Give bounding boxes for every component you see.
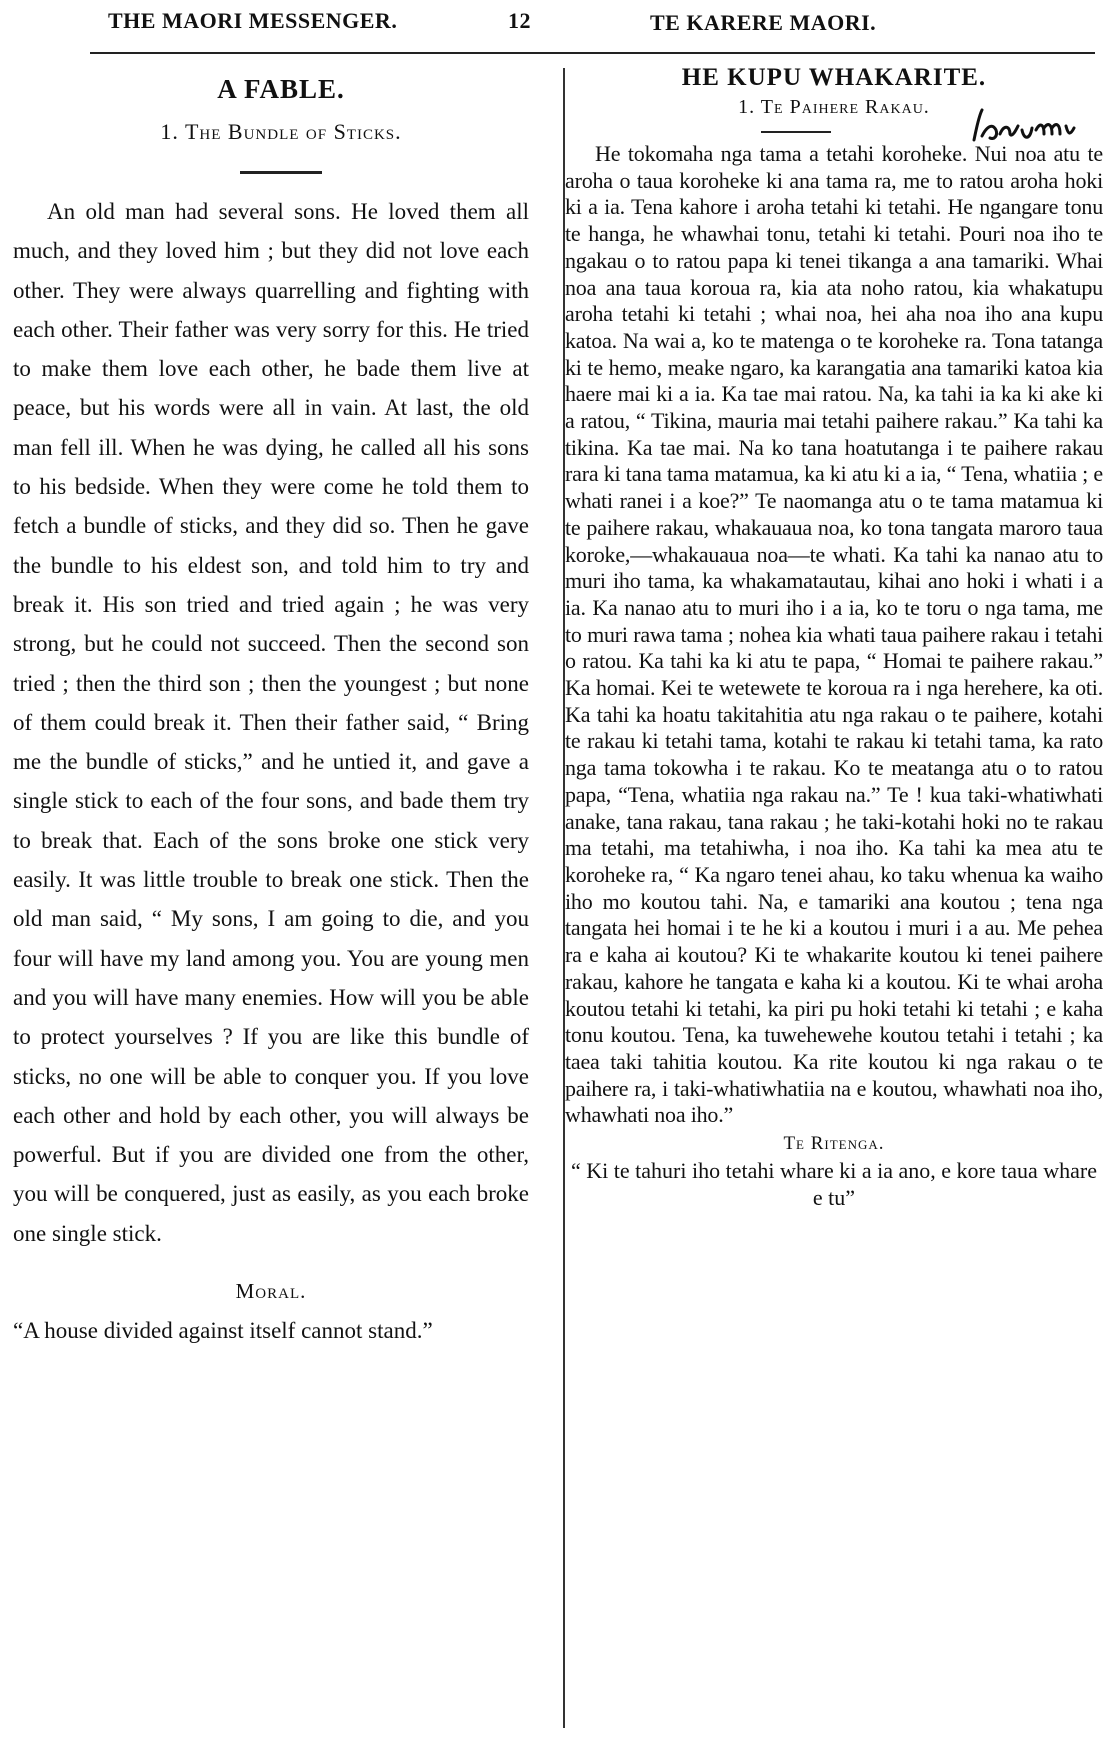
masthead	[90, 6, 1090, 38]
english-column	[13, 60, 549, 1348]
title-rule	[240, 171, 322, 174]
kupu-subtitle: 1. Te Paihere Rakau.	[738, 96, 930, 118]
fable-body: An old man had several sons. He loved them all much, and they loved him ; but they did not love each other. They were always quarrelling and fighting with each other. Their father was very sorry for this. He tried to make them love each other, he bade them live at peace, but his words were all in vain. At last, the old man fell ill. When he was dying, he called all his sons to his bedside. When they were come he told them to fetch a bundle of sticks, and they did so. Then he gave the bundle to his eldest son, and told him to try and break it. His son tried and tried again ; he was very strong, but he could not succeed. Then the second son tried ; then the third son ; then the youngest ; but none of them could break it. Then their father said, “ Bring me the bundle of sticks,” and he untied it, and gave a single stick to each of the four sons, and bade them try to break that. Each of the sons broke one stick very easily. It was little trouble to break one stick. Then the old man said, “ My sons, I am going to die, and you four will have my land among you. You are young men and you will have many enemies. How will you be able to protect yourselves ? If you are like this bundle of sticks, no one will be able to conquer you. If you love each other and hold by each other, you will always be powerful. But if you are divided one from the other, you will be conquered, just as easily, as you each broke one single stick.	[13, 199, 529, 1246]
handwritten-annotation	[970, 100, 1114, 160]
masthead-title-english: THE MAORI MESSENGER.	[108, 8, 398, 33]
page-number: 12	[508, 8, 531, 33]
ritenga-heading: Te Ritenga.	[783, 1133, 885, 1155]
moral-text: “A house divided against itself cannot stand.”	[13, 1318, 433, 1344]
masthead-title-maori: TE KARERE MAORI.	[650, 10, 877, 35]
kupu-body: He tokomaha nga tama a tetahi koroheke. Nui noa atu te aroha o taua koroheke ki ana tama ra, me to ratou aroha hoki ki a ia. Tena kahore i aroha tetahi ki tetahi. He ngangare tonu te hanga, he whawhai tonu, tetahi ki tetahi. Pouri noa iho te ngakau o to ratou papa ki tenei tikanga a ana tamariki. Whai noa ana taua koroua ra, kia ata noho ratou, kia whakatupu aroha tetahi ki tetahi ; whai noa, hei aha noa iho ana kupu katoa. Na wai a, ko te matenga o te koroheke ra. Tona tatanga ki te hemo, meake ngaro, ka karangatia ana tamariki katoa kia haere mai ki a ia. Ka tae mai ratou. Na, ka tahi ia ka ki ake ki a ratou, “ Tikina, mauria mai tetahi paihere rakau.” Ka tahi ka tikina. Ka tae mai. Na ko tana hoatutanga i te paihere rakau rara ki tana tama matamua, ka ki atu ki a ia, “ Tena, whatiia ; e whati ranei i a koe?” Te naomanga atu o te tama matamua ki te paihere rakau, whakauaua noa, ko tona tangata maroro taua koroke,—whakauaua noa—te whati. Ka tahi ka nanao atu to muri iho tama, ka whakamatautau, kihai ano hoki i whati i a ia. Ka nanao atu to muri iho i a ia, ko te toru o nga tama, me to muri rawa tama ; nohea kia whati taua paihere rakau i tetahi o ratou. Ka tahi ka ki atu te papa, “ Homai te paihere rakau.” Ka homai. Kei te wetewete te koroua ra i nga herehere, ka oti. Ka tahi ka hoatu takitahitia atu nga rakau o te paihere, kotahi te rakau ki tetahi tama, kotahi te rakau ki tetahi tama, ka rato nga tama tokowha i te rakau. Ko te meatanga atu o to ratou papa, “Tena, whatiia nga rakau na.” Te ! kua taki-whatiwhati anake, tana rakau, tana rakau ; he taki-kotahi hoki no te rakau ma tetahi, ma tetahiwha, i noa iho. Ka tahi ka mea atu te koroheke ra, “ Ka ngaro tenei ahau, ko taku whenua ka waiho iho mo koutou tahi. Na, e tamariki ana koutou ; tena nga tangata hei homai i te he ki a koutou i muri i a au. Me pehea ra e kaha ai koutou? Ki te whakarite koutou ki tenei paihere rakau, kahore he tangata e kaha ki a koutou. Ki te whai aroha koutou tetahi ki tetahi, ka piri pu hoki tetahi ki tetahi ; e kaha tonu koutou. Tena, ka tuwehewehe koutou tetahi i tetahi ; ka taea taki tahitia koutou. Ka rite koutou ki nga rakau o te paihere ra, i taki-whatiwhatiia na e koutou, whawhati noa iho, whawhati noa iho.”	[565, 141, 1103, 1128]
fable-title: A FABLE.	[217, 74, 345, 104]
moral-heading: Moral.	[235, 1279, 307, 1304]
ritenga-text: “ Ki te tahuri iho tetahi whare ki a ia ano, e kore taua whare e tu”	[571, 1158, 1097, 1211]
kupu-title: HE KUPU WHAKARITE.	[681, 64, 987, 91]
header-rule	[90, 52, 1095, 54]
title-rule-maori	[761, 131, 831, 133]
fable-subtitle: 1. The Bundle of Sticks.	[160, 119, 402, 144]
maori-column	[565, 60, 1103, 1211]
